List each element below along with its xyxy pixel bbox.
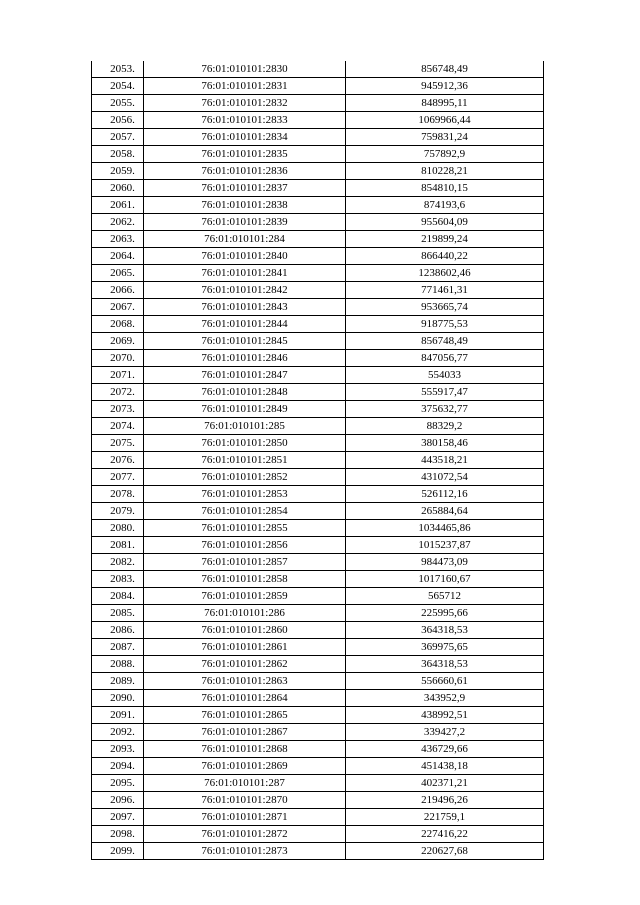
row-number: 2076.	[92, 452, 144, 469]
cadastral-value: 443518,21	[346, 452, 544, 469]
row-number: 2064.	[92, 248, 144, 265]
table-row	[92, 554, 544, 571]
table-row	[92, 758, 544, 775]
cadastral-value: 945912,36	[346, 78, 544, 95]
cadastral-number: 76:01:010101:2857	[144, 554, 346, 571]
table-row	[92, 78, 544, 95]
cadastral-number: 76:01:010101:2861	[144, 639, 346, 656]
cadastral-number: 76:01:010101:2834	[144, 129, 346, 146]
table-row	[92, 180, 544, 197]
cadastral-value: 220627,68	[346, 843, 544, 860]
cadastral-number: 76:01:010101:2864	[144, 690, 346, 707]
row-number: 2059.	[92, 163, 144, 180]
cadastral-value: 1069966,44	[346, 112, 544, 129]
row-number: 2065.	[92, 265, 144, 282]
table-row	[92, 741, 544, 758]
row-number: 2055.	[92, 95, 144, 112]
cadastral-value: 556660,61	[346, 673, 544, 690]
cadastral-value: 848995,11	[346, 95, 544, 112]
cadastral-value: 854810,15	[346, 180, 544, 197]
table-row	[92, 299, 544, 316]
row-number: 2058.	[92, 146, 144, 163]
table-row	[92, 384, 544, 401]
row-number: 2060.	[92, 180, 144, 197]
cadastral-value: 953665,74	[346, 299, 544, 316]
row-number: 2056.	[92, 112, 144, 129]
cadastral-value: 364318,53	[346, 656, 544, 673]
table-row	[92, 129, 544, 146]
cadastral-number: 76:01:010101:285	[144, 418, 346, 435]
row-number: 2057.	[92, 129, 144, 146]
cadastral-number: 76:01:010101:2871	[144, 809, 346, 826]
row-number: 2067.	[92, 299, 144, 316]
row-number: 2071.	[92, 367, 144, 384]
table-row	[92, 707, 544, 724]
cadastral-number: 76:01:010101:2872	[144, 826, 346, 843]
row-number: 2098.	[92, 826, 144, 843]
row-number: 2087.	[92, 639, 144, 656]
cadastral-number: 76:01:010101:2837	[144, 180, 346, 197]
cadastral-value: 369975,65	[346, 639, 544, 656]
table-row	[92, 792, 544, 809]
cadastral-number: 76:01:010101:2851	[144, 452, 346, 469]
row-number: 2082.	[92, 554, 144, 571]
table-row	[92, 520, 544, 537]
cadastral-number: 76:01:010101:2854	[144, 503, 346, 520]
cadastral-value: 1015237,87	[346, 537, 544, 554]
cadastral-value: 227416,22	[346, 826, 544, 843]
cadastral-number: 76:01:010101:2855	[144, 520, 346, 537]
row-number: 2066.	[92, 282, 144, 299]
cadastral-value: 431072,54	[346, 469, 544, 486]
cadastral-number: 76:01:010101:2846	[144, 350, 346, 367]
table-row	[92, 724, 544, 741]
cadastral-value: 451438,18	[346, 758, 544, 775]
table-row	[92, 775, 544, 792]
row-number: 2074.	[92, 418, 144, 435]
cadastral-number: 76:01:010101:2838	[144, 197, 346, 214]
cadastral-number: 76:01:010101:2836	[144, 163, 346, 180]
table-row	[92, 622, 544, 639]
cadastral-value: 856748,49	[346, 61, 544, 78]
cadastral-number: 76:01:010101:2845	[144, 333, 346, 350]
row-number: 2088.	[92, 656, 144, 673]
cadastral-number: 76:01:010101:2860	[144, 622, 346, 639]
row-number: 2093.	[92, 741, 144, 758]
cadastral-value: 555917,47	[346, 384, 544, 401]
cadastral-number: 76:01:010101:2868	[144, 741, 346, 758]
cadastral-value: 88329,2	[346, 418, 544, 435]
table-row	[92, 690, 544, 707]
cadastral-value: 771461,31	[346, 282, 544, 299]
cadastral-value: 343952,9	[346, 690, 544, 707]
cadastral-number: 76:01:010101:284	[144, 231, 346, 248]
cadastral-number: 76:01:010101:2856	[144, 537, 346, 554]
cadastral-number: 76:01:010101:2849	[144, 401, 346, 418]
cadastral-value: 955604,09	[346, 214, 544, 231]
cadastral-number: 76:01:010101:2842	[144, 282, 346, 299]
table-row	[92, 605, 544, 622]
table-row	[92, 214, 544, 231]
cadastral-number: 76:01:010101:2830	[144, 61, 346, 78]
table-row	[92, 333, 544, 350]
table-row	[92, 826, 544, 843]
cadastral-value-table	[91, 61, 544, 860]
cadastral-number: 76:01:010101:2853	[144, 486, 346, 503]
cadastral-value: 1034465,86	[346, 520, 544, 537]
cadastral-value: 221759,1	[346, 809, 544, 826]
cadastral-value: 364318,53	[346, 622, 544, 639]
table-row	[92, 418, 544, 435]
cadastral-value: 1238602,46	[346, 265, 544, 282]
table-row	[92, 401, 544, 418]
table-row	[92, 639, 544, 656]
row-number: 2072.	[92, 384, 144, 401]
row-number: 2099.	[92, 843, 144, 860]
row-number: 2092.	[92, 724, 144, 741]
cadastral-value: 438992,51	[346, 707, 544, 724]
row-number: 2083.	[92, 571, 144, 588]
row-number: 2097.	[92, 809, 144, 826]
row-number: 2053.	[92, 61, 144, 78]
cadastral-number: 76:01:010101:287	[144, 775, 346, 792]
cadastral-number: 76:01:010101:2835	[144, 146, 346, 163]
cadastral-number: 76:01:010101:2839	[144, 214, 346, 231]
cadastral-value: 339427,2	[346, 724, 544, 741]
table-row	[92, 469, 544, 486]
cadastral-number: 76:01:010101:2841	[144, 265, 346, 282]
row-number: 2077.	[92, 469, 144, 486]
cadastral-value: 866440,22	[346, 248, 544, 265]
row-number: 2080.	[92, 520, 144, 537]
cadastral-number: 76:01:010101:2847	[144, 367, 346, 384]
row-number: 2081.	[92, 537, 144, 554]
table-row	[92, 197, 544, 214]
table-row	[92, 571, 544, 588]
row-number: 2063.	[92, 231, 144, 248]
cadastral-number: 76:01:010101:2844	[144, 316, 346, 333]
table-row	[92, 537, 544, 554]
cadastral-value: 380158,46	[346, 435, 544, 452]
cadastral-number: 76:01:010101:2852	[144, 469, 346, 486]
cadastral-number: 76:01:010101:2870	[144, 792, 346, 809]
cadastral-value: 874193,6	[346, 197, 544, 214]
row-number: 2086.	[92, 622, 144, 639]
table-row	[92, 112, 544, 129]
row-number: 2085.	[92, 605, 144, 622]
cadastral-value: 402371,21	[346, 775, 544, 792]
cadastral-value: 265884,64	[346, 503, 544, 520]
table-row	[92, 588, 544, 605]
cadastral-number: 76:01:010101:2859	[144, 588, 346, 605]
table-row	[92, 163, 544, 180]
table-row	[92, 95, 544, 112]
cadastral-number: 76:01:010101:2863	[144, 673, 346, 690]
cadastral-value: 1017160,67	[346, 571, 544, 588]
table-row	[92, 265, 544, 282]
cadastral-number: 76:01:010101:2840	[144, 248, 346, 265]
table-row	[92, 231, 544, 248]
cadastral-value: 984473,09	[346, 554, 544, 571]
row-number: 2090.	[92, 690, 144, 707]
cadastral-value: 918775,53	[346, 316, 544, 333]
table-row	[92, 486, 544, 503]
cadastral-number: 76:01:010101:2867	[144, 724, 346, 741]
row-number: 2061.	[92, 197, 144, 214]
cadastral-number: 76:01:010101:2869	[144, 758, 346, 775]
row-number: 2069.	[92, 333, 144, 350]
cadastral-number: 76:01:010101:286	[144, 605, 346, 622]
table-row	[92, 452, 544, 469]
row-number: 2068.	[92, 316, 144, 333]
table-row	[92, 146, 544, 163]
cadastral-number: 76:01:010101:2833	[144, 112, 346, 129]
row-number: 2094.	[92, 758, 144, 775]
table-row	[92, 656, 544, 673]
cadastral-number: 76:01:010101:2858	[144, 571, 346, 588]
cadastral-value: 847056,77	[346, 350, 544, 367]
cadastral-value: 225995,66	[346, 605, 544, 622]
row-number: 2089.	[92, 673, 144, 690]
table-row	[92, 282, 544, 299]
cadastral-value: 856748,49	[346, 333, 544, 350]
row-number: 2095.	[92, 775, 144, 792]
cadastral-number: 76:01:010101:2873	[144, 843, 346, 860]
cadastral-value: 759831,24	[346, 129, 544, 146]
table-row	[92, 435, 544, 452]
row-number: 2075.	[92, 435, 144, 452]
cadastral-value: 436729,66	[346, 741, 544, 758]
table-row	[92, 316, 544, 333]
cadastral-value: 219899,24	[346, 231, 544, 248]
cadastral-number: 76:01:010101:2832	[144, 95, 346, 112]
row-number: 2096.	[92, 792, 144, 809]
table-row	[92, 809, 544, 826]
cadastral-number: 76:01:010101:2843	[144, 299, 346, 316]
cadastral-number: 76:01:010101:2865	[144, 707, 346, 724]
row-number: 2070.	[92, 350, 144, 367]
table-row	[92, 61, 544, 78]
cadastral-number: 76:01:010101:2831	[144, 78, 346, 95]
row-number: 2054.	[92, 78, 144, 95]
row-number: 2079.	[92, 503, 144, 520]
cadastral-number: 76:01:010101:2848	[144, 384, 346, 401]
row-number: 2084.	[92, 588, 144, 605]
cadastral-number: 76:01:010101:2862	[144, 656, 346, 673]
table-row	[92, 673, 544, 690]
row-number: 2073.	[92, 401, 144, 418]
table-row	[92, 503, 544, 520]
table-row	[92, 248, 544, 265]
cadastral-number: 76:01:010101:2850	[144, 435, 346, 452]
cadastral-value: 375632,77	[346, 401, 544, 418]
cadastral-value: 526112,16	[346, 486, 544, 503]
cadastral-value: 219496,26	[346, 792, 544, 809]
table-body	[92, 61, 544, 860]
table-row	[92, 350, 544, 367]
cadastral-value: 757892,9	[346, 146, 544, 163]
cadastral-value: 554033	[346, 367, 544, 384]
table-row	[92, 367, 544, 384]
cadastral-value: 565712	[346, 588, 544, 605]
table-row	[92, 843, 544, 860]
row-number: 2078.	[92, 486, 144, 503]
row-number: 2091.	[92, 707, 144, 724]
cadastral-value: 810228,21	[346, 163, 544, 180]
row-number: 2062.	[92, 214, 144, 231]
